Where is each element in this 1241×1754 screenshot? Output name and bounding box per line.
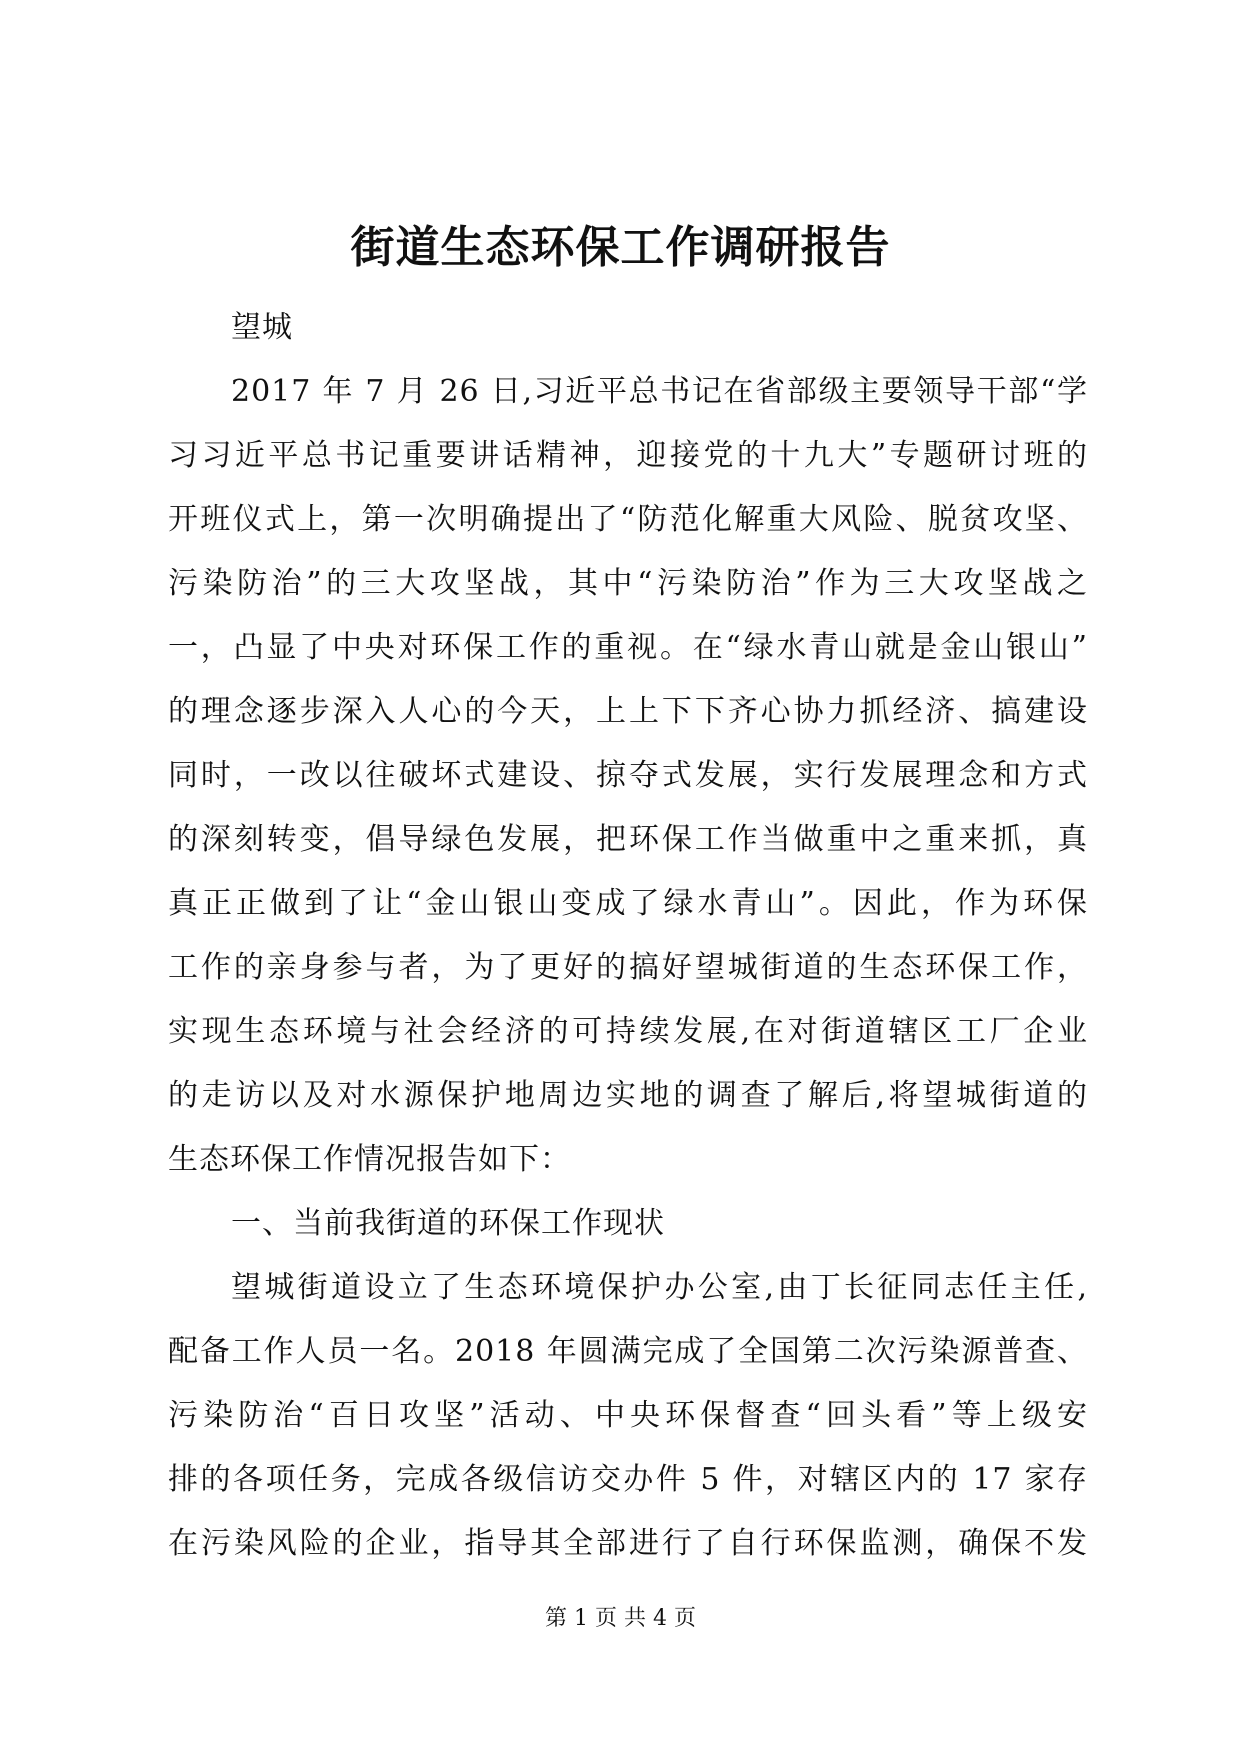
paragraph-line: 的深刻转变，倡导绿色发展，把环保工作当做重中之重来抓，真 bbox=[168, 822, 1088, 857]
paragraph-line: 的走访以及对水源保护地周边实地的调查了解后,将望城街道的 bbox=[168, 1078, 1088, 1113]
author-line: 望城 bbox=[231, 310, 293, 345]
paragraph-line: 污染防治”的三大攻坚战，其中“污染防治”作为三大攻坚战之 bbox=[168, 566, 1088, 601]
paragraph-line: 配备工作人员一名。2018 年圆满完成了全国第二次污染源普查、 bbox=[168, 1334, 1088, 1369]
paragraph-line: 生态环保工作情况报告如下： bbox=[168, 1142, 571, 1177]
document-title: 街道生态环保工作调研报告 bbox=[350, 222, 891, 273]
paragraph-line: 望城街道设立了生态环境保护办公室,由丁长征同志任主任, bbox=[231, 1270, 1088, 1305]
paragraph-line: 实现生态环境与社会经济的可持续发展,在对街道辖区工厂企业 bbox=[168, 1014, 1088, 1049]
paragraph-line: 开班仪式上，第一次明确提出了“防范化解重大风险、脱贫攻坚、 bbox=[168, 502, 1088, 537]
section-heading: 一、当前我街道的环保工作现状 bbox=[231, 1206, 665, 1241]
paragraph-line: 一，凸显了中央对环保工作的重视。在“绿水青山就是金山银山” bbox=[168, 630, 1088, 665]
paragraph-line: 的理念逐步深入人心的今天，上上下下齐心协力抓经济、搞建设 bbox=[168, 694, 1088, 729]
paragraph-line: 同时，一改以往破坏式建设、掠夺式发展，实行发展理念和方式 bbox=[168, 758, 1088, 793]
paragraph-line: 习习近平总书记重要讲话精神，迎接党的十九大”专题研讨班的 bbox=[168, 438, 1088, 473]
paragraph-line: 污染防治“百日攻坚”活动、中央环保督查“回头看”等上级安 bbox=[168, 1398, 1088, 1433]
paragraph-line: 真正正做到了让“金山银山变成了绿水青山”。因此，作为环保 bbox=[168, 886, 1088, 921]
document-body bbox=[168, 296, 1088, 1576]
paragraph-line: 工作的亲身参与者，为了更好的搞好望城街道的生态环保工作， bbox=[168, 950, 1088, 985]
page-number-footer: 第 1 页 共 4 页 bbox=[545, 1606, 696, 1631]
paragraph-line: 2017 年 7 月 26 日,习近平总书记在省部级主要领导干部“学 bbox=[231, 374, 1088, 409]
paragraph-line: 在污染风险的企业，指导其全部进行了自行环保监测，确保不发 bbox=[168, 1526, 1088, 1561]
paragraph-line: 排的各项任务，完成各级信访交办件 5 件，对辖区内的 17 家存 bbox=[168, 1462, 1088, 1497]
